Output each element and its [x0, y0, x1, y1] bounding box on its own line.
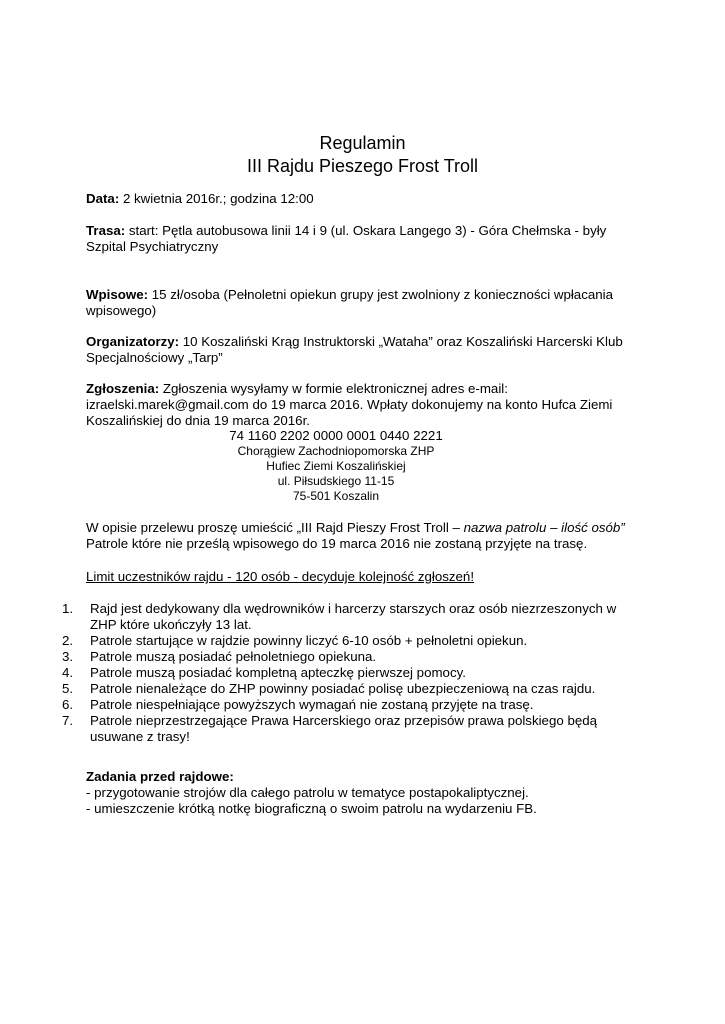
account-holder-line3: ul. Piłsudskiego 11-15 — [277, 474, 395, 488]
list-item: 6. Patrole niespełniające powyższych wymagań nie zostaną przyjęte na trasę. — [62, 697, 534, 712]
fee-paragraph — [86, 287, 646, 319]
list-item: 1. Rajd jest dedykowany dla wędrowników i harcerzy starszych oraz osób niezrzeszonych w ZHP które ukończyły 13 lat. — [62, 601, 617, 632]
organizers-label: Organizatorzy: — [86, 334, 180, 349]
account-holder-line2: Hufiec Ziemi Koszalińskiej — [266, 459, 406, 473]
route-value: start: Pętla autobusowa linii 14 i 9 (ul. Oskara Langego 3) - Góra Chełmska - były Szpital Psychiatryczny — [86, 223, 607, 254]
organizers-value: 10 Koszaliński Krąg Instruktorski „Wataha” oraz Koszaliński Harcerski Klub Specjalnościowy „Tarp” — [86, 334, 623, 365]
document-title: Regulamin — [319, 133, 406, 153]
registration-paragraph — [86, 381, 646, 429]
task-item: - umieszczenie krótką notkę biograficzną o swoim patrolu na wydarzeniu FB. — [86, 801, 537, 816]
transfer-note — [86, 520, 646, 552]
registration-label: Zgłoszenia: — [86, 381, 160, 396]
list-item: 2. Patrole startujące w rajdzie powinny liczyć 6-10 osób + pełnoletni opiekun. — [62, 633, 528, 648]
list-item: 7. Patrole nieprzestrzegające Prawa Harcerskiego oraz przepisów prawa polskiego będą usuwane z trasy! — [62, 713, 598, 744]
participant-limit: Limit uczestników rajdu - 120 osób - decyduje kolejność zgłoszeń! — [86, 569, 475, 584]
route-label: Trasa: — [86, 223, 126, 238]
account-holder-line1: Chorągiew Zachodniopomorska ZHP — [237, 444, 435, 458]
list-item: 3. Patrole muszą posiadać pełnoletniego opiekuna. — [62, 649, 377, 664]
date-paragraph — [86, 191, 646, 207]
account-holder-line4: 75-501 Koszalin — [292, 489, 380, 503]
transfer-note-italic: nazwa patrolu – ilość osób” — [463, 520, 625, 535]
route-paragraph — [86, 223, 646, 255]
fee-label: Wpisowe: — [86, 287, 149, 302]
date-value: 2 kwietnia 2016r.; godzina 12:00 — [119, 191, 314, 206]
registration-value: Zgłoszenia wysyłamy w formie elektronicznej adres e-mail: izraelski.marek@gmail.com do 19 marca 2016. Wpłaty dokonujemy na konto Hufca Ziemi Koszalińskiej do dnia 19 marca 2016r. — [86, 381, 613, 428]
rules-list — [62, 601, 642, 745]
organizers-paragraph — [86, 334, 646, 366]
date-label: Data: — [86, 191, 120, 206]
list-item: 5. Patrole nienależące do ZHP powinny posiadać polisę ubezpieczeniową na czas rajdu. — [62, 681, 596, 696]
document-subtitle: III Rajdu Pieszego Frost Troll — [246, 156, 479, 176]
tasks-heading: Zadania przed rajdowe: — [86, 769, 234, 784]
account-number: 74 1160 2202 0000 0001 0440 2221 — [229, 428, 443, 443]
list-item: 4. Patrole muszą posiadać kompletną apteczkę pierwszej pomocy. — [62, 665, 466, 680]
transfer-note-deadline: Patrole które nie prześlą wpisowego do 19 marca 2016 nie zostaną przyjęte na trasę. — [86, 536, 588, 551]
transfer-note-text: W opisie przelewu proszę umieścić „III Rajd Pieszy Frost Troll – — [86, 520, 464, 535]
fee-value: 15 zł/osoba (Pełnoletni opiekun grupy jest zwolniony z konieczności wpłacania wpisowego) — [86, 287, 613, 318]
pre-rally-tasks — [86, 769, 646, 817]
task-item: - przygotowanie strojów dla całego patrolu w tematyce postapokaliptycznej. — [86, 785, 529, 800]
